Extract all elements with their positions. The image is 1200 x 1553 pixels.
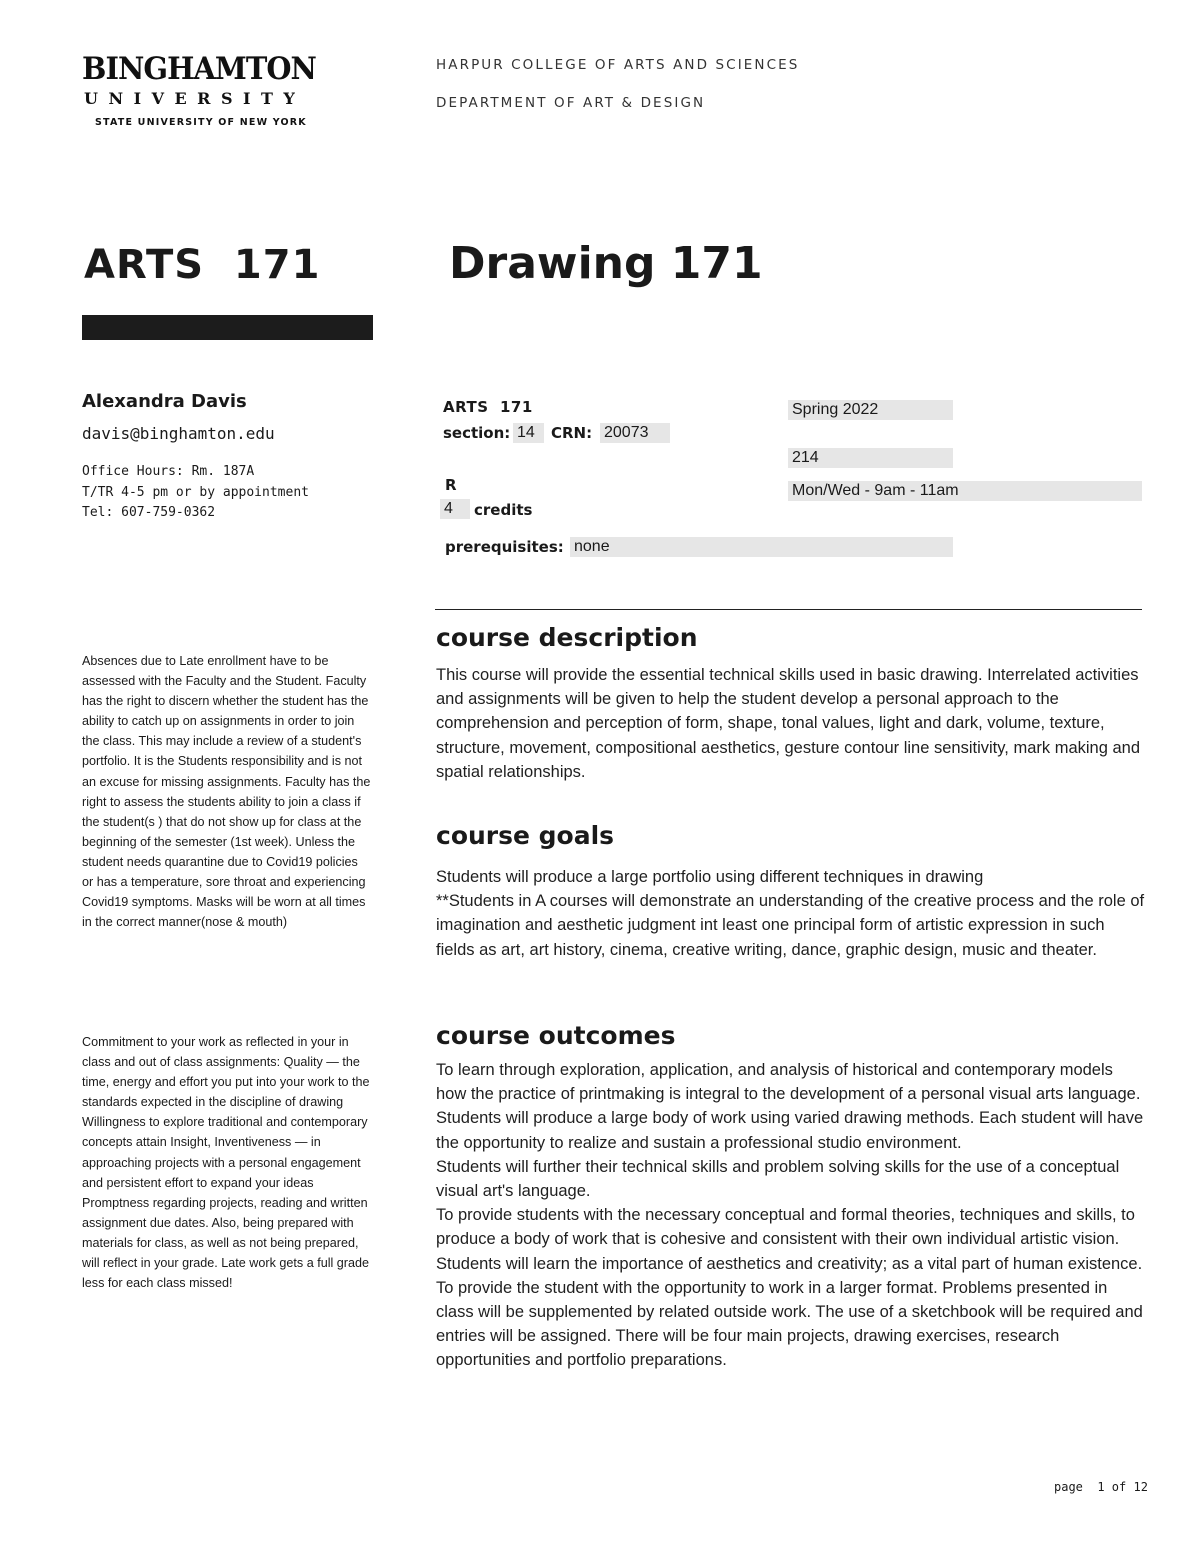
info-course-code: ARTS 171 (443, 398, 533, 416)
crn-field: 20073 (600, 423, 670, 443)
outcome-item: To provide the student with the opportunity to work in a larger format. Problems presented in class will be supplemented by related outside work. The use of a sketchbook will be required and entries will be assigned. There will be four main projects, drawing exercises, research opportunities and portfolio preparations. (436, 1278, 1143, 1370)
course-title: Drawing 171 (449, 238, 763, 289)
outcome-item: To provide students with the necessary conceptual and formal theories, techniques and skills, to produce a body of work that is cohesive and consistent with their own individual artistic vision. (436, 1206, 1135, 1249)
page-number: page 1 of 12 (1054, 1480, 1148, 1494)
goals-text (436, 865, 1146, 962)
outcome-item: Students will further their technical skills and problem solving skills for the use of a conceptual visual art's language. (436, 1157, 1120, 1201)
credits-label: credits (474, 501, 533, 519)
term-field: Spring 2022 (788, 400, 953, 420)
section-label: section: (443, 424, 511, 442)
decorative-bar (82, 315, 373, 340)
r-label: R (445, 476, 457, 494)
outcome-item: To learn through exploration, application, and analysis of historical and contemporary models how the practice of printmaking is integral to the development of a personal visual arts language. (436, 1061, 1141, 1104)
university-logo-subtitle: UNIVERSITY (84, 89, 306, 108)
university-logo-wordmark: BINGHAMTON (82, 51, 316, 87)
instructor-name: Alexandra Davis (82, 391, 247, 412)
goals-line: **Students in A courses will demonstrate an understanding of the creative process and the role of imagination and aesthetic judgment int least one principal form of artistic expression in such fields as art, art history, cinema, creative writing, dance, graphic design, music and theater. (436, 892, 1145, 959)
goals-heading: course goals (436, 821, 615, 850)
office-hours: Office Hours: Rm. 187A T/TR 4-5 pm or by appointment Tel: 607-759-0362 (82, 464, 309, 520)
course-code: ARTS 171 (84, 242, 321, 288)
college-name: HARPUR COLLEGE OF ARTS AND SCIENCES (436, 57, 800, 73)
description-heading: course description (436, 623, 698, 652)
commitment-policy: Commitment to your work as reflected in your in class and out of class assignments: Quality — the time, energy and effort you put into your work to the standards expected in the discipline of drawing Willingness to explore traditional and contemporary concepts attain Insight, Inventiveness — in approaching projects with a personal engagement and persistent effort to expand your ideas Promptness regarding projects, reading and written assignment due dates. Also, being prepared with materials for class, as well as not being prepared, will reflect in your grade. Late work gets a full grade less for each class missed! (82, 1035, 370, 1291)
outcome-item: Students will produce a large body of work using varied drawing methods. Each student will have the opportunity to realize and sustain a professional studio environment. (436, 1109, 1144, 1152)
outcomes-heading: course outcomes (436, 1021, 676, 1050)
instructor-email: davis@binghamton.edu (82, 424, 275, 443)
description-text: This course will provide the essential technical skills used in basic drawing. Interrelated activities and assignments will be given to help the student develop a personal approach to the comprehension and perception of form, shape, tonal values, light and dark, volume, texture, structure, movement, compositional aesthetics, gesture contour line sensitivity, mark making and spatial relationships. (436, 666, 1141, 781)
absence-policy: Absences due to Late enrollment have to be assessed with the Faculty and the Student. Faculty has the right to discern whether the student has the ability to catch up on assignments in order to join the class. This may include a review of a student's portfolio. It is the Students responsibility and is not an excuse for missing assignments. Faculty has the right to assess the students ability to join a class if the student(s ) that do not show up for class at the beginning of the semester (1st week). Unless the student needs quarantine due to Covid19 policies or has a temperature, sore throat and experiencing Covid19 symptoms. Masks will be worn at all times in the correct manner(nose & mouth) (82, 654, 371, 930)
room-field: 214 (788, 448, 953, 468)
section-field: 14 (513, 423, 544, 443)
prerequisites-label: prerequisites: (445, 538, 564, 556)
goals-line: Students will produce a large portfolio using different techniques in drawing (436, 868, 984, 886)
outcome-item: Students will learn the importance of aesthetics and creativity; as a vital part of human existence. (436, 1254, 1143, 1273)
credits-field: 4 (440, 499, 470, 519)
university-logo-suny: STATE UNIVERSITY OF NEW YORK (95, 117, 307, 128)
crn-label: CRN: (551, 424, 593, 442)
department-name: DEPARTMENT OF ART & DESIGN (436, 95, 706, 111)
prerequisites-field: none (570, 537, 953, 557)
outcomes-list (436, 1058, 1146, 1373)
schedule-field: Mon/Wed - 9am - 11am (788, 481, 1142, 501)
section-divider (435, 609, 1142, 610)
